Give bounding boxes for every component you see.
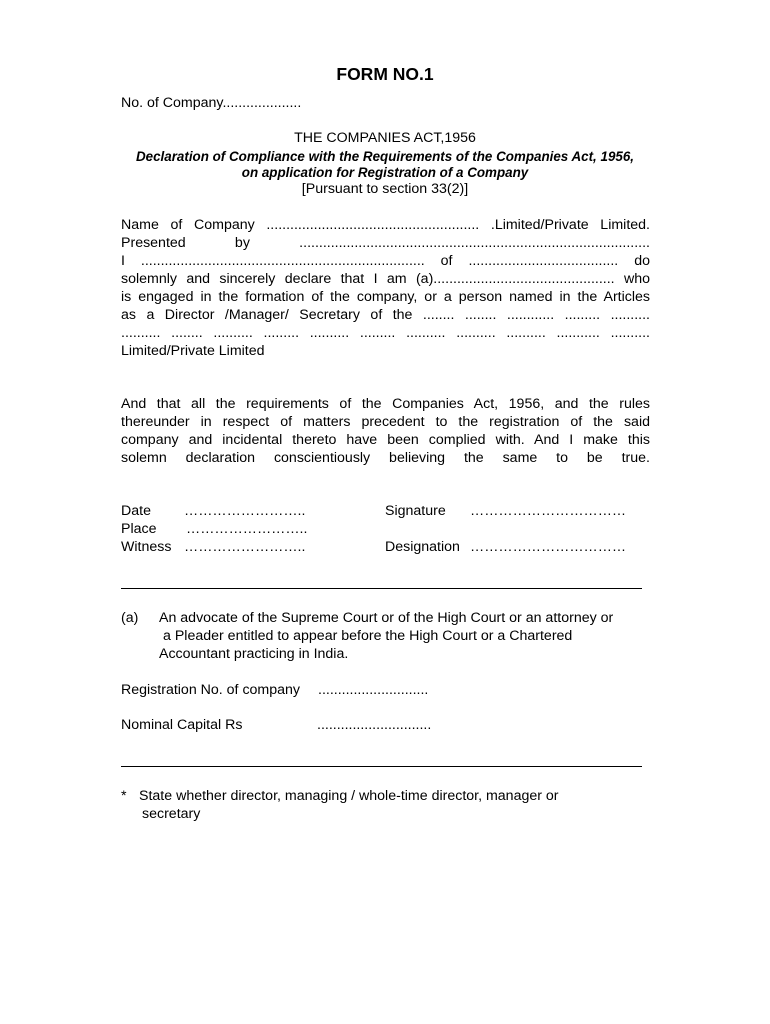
subtitle-line-2: on application for Registration of a Company (241, 165, 529, 180)
witness-field: …………………….. (184, 539, 306, 555)
declaration-line: I ........................................................................ of ...................................... do (121, 253, 650, 269)
footnote-marker: (a) (121, 610, 139, 626)
registration-field: ............................ (318, 682, 429, 698)
nominal-capital-label: Nominal Capital Rs (121, 717, 243, 733)
declaration-line: .......... ........ .......... ......... .......... ......... .......... .......... .......... ........... .......... (121, 325, 650, 341)
note-line: State whether director, managing / whole-time director, manager or (139, 788, 559, 804)
declaration-line: solemnly and sincerely declare that I am (a).............................................. who (121, 271, 650, 287)
subtitle-line-1: Declaration of Compliance with the Requirements of the Companies Act, 1956, (135, 149, 635, 164)
place-field: …………………….. (186, 521, 308, 537)
registration-label: Registration No. of company (121, 682, 301, 698)
divider-line (121, 588, 642, 589)
company-number: No. of Company.................... (121, 95, 302, 111)
requirements-line: company and incidental thereto have been complied with. And I make this (121, 432, 650, 448)
place-label: Place (121, 521, 157, 537)
declaration-line: Presented by ......................................................................................... (121, 235, 650, 251)
footnote-line: An advocate of the Supreme Court or of the High Court or an attorney or (159, 610, 614, 626)
declaration-line: as a Director /Manager/ Secretary of the ........ ........ ............ ......... .......... (121, 307, 650, 323)
requirements-line: solemn declaration conscientiously believing the same to be true. (121, 450, 650, 466)
note-line: secretary (142, 806, 201, 822)
date-field: …………………….. (184, 503, 306, 519)
divider-line (121, 766, 642, 767)
footnote-line: a Pleader entitled to appear before the High Court or a Chartered (163, 628, 573, 644)
designation-label: Designation (385, 539, 460, 555)
pursuant-section: [Pursuant to section 33(2)] (301, 181, 469, 197)
declaration-line: is engaged in the formation of the company, or a person named in the Articles (121, 289, 650, 305)
designation-field: …………………………… (470, 539, 627, 555)
declaration-line: Name of Company ...................................................... .Limited/Private Limited. (121, 217, 650, 233)
signature-field: …………………………… (470, 503, 627, 519)
footnote-line: Accountant practicing in India. (159, 646, 349, 662)
requirements-line: thereunder in respect of matters precedent to the registration of the said (121, 414, 650, 430)
declaration-line: Limited/Private Limited (121, 343, 265, 359)
requirements-line: And that all the requirements of the Companies Act, 1956, and the rules (121, 396, 650, 412)
note-marker: * (121, 788, 127, 804)
witness-label: Witness (121, 539, 172, 555)
act-title: THE COMPANIES ACT,1956 (294, 130, 476, 146)
signature-label: Signature (385, 503, 446, 519)
form-title: FORM NO.1 (336, 64, 434, 84)
date-label: Date (121, 503, 151, 519)
nominal-capital-field: ............................. (317, 717, 432, 733)
